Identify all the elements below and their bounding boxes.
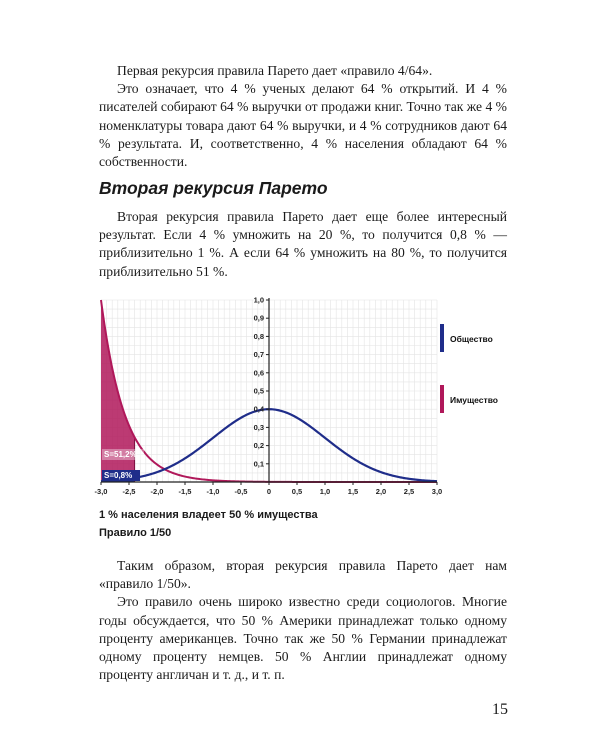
page-number: 15 xyxy=(492,701,508,718)
chart-caption-2: Правило 1/50 xyxy=(99,527,172,539)
x-tick-label: -1,5 xyxy=(178,487,192,496)
x-tick-label: 0,5 xyxy=(291,487,303,496)
x-tick-label: -1,0 xyxy=(206,487,220,496)
legend-label-property: Имущество xyxy=(450,395,498,405)
mid-text xyxy=(99,208,507,281)
top-text xyxy=(99,62,507,171)
x-tick-label: 0 xyxy=(266,487,272,496)
paragraph: Вторая рекурсия правила Парето дает еще более интересный результат. Если 4 % умножить на 20 %, то получится 0,8 % — приблизительно 1 %. А если 64 % умножить на 80 %, то получится приблизительно 51 %. xyxy=(99,209,507,279)
x-tick-label: 2,5 xyxy=(403,487,415,496)
y-tick-label: 0,3 xyxy=(253,422,264,432)
paragraph: Это правило очень широко известно среди социологов. Многие годы обсуждается, что 50 % Америки принадлежат только одному проценту американцев. Точно так же 50 % Германии принадлежат одному проценту немцев. 50 % Англии принадлежат одному проценту англичан и т. д., и т. п. xyxy=(99,594,507,683)
x-tick-label: -3,0 xyxy=(94,487,108,496)
legend-label-society: Общество xyxy=(450,334,493,344)
y-tick-label: 0,9 xyxy=(253,313,264,323)
pareto-chart xyxy=(88,292,518,504)
y-tick-label: 0,8 xyxy=(253,331,264,341)
property-region-label: S=51,2% xyxy=(104,450,137,459)
x-tick-label: -2,5 xyxy=(122,487,136,496)
y-tick-label: 0,6 xyxy=(253,368,264,378)
y-tick-label: 0,2 xyxy=(253,441,264,451)
legend-swatch-property xyxy=(440,385,444,413)
y-tick-label: 0,4 xyxy=(253,404,264,414)
section-heading: Вторая рекурсия Парето xyxy=(99,178,328,198)
x-tick-label: 3,0 xyxy=(431,487,443,496)
bottom-text xyxy=(99,557,507,684)
paragraph: Таким образом, вторая рекурсия правила Парето дает нам «правило 1/50». xyxy=(99,558,507,592)
y-tick-label: 0,1 xyxy=(253,459,264,469)
x-tick-label: 2,0 xyxy=(375,487,387,496)
y-tick-label: 1,0 xyxy=(253,295,264,305)
x-tick-label: -2,0 xyxy=(150,487,164,496)
x-tick-label: 1,0 xyxy=(319,487,331,496)
y-tick-label: 0,7 xyxy=(253,350,264,360)
legend-swatch-society xyxy=(440,324,444,352)
chart-caption-1: 1 % населения владеет 50 % имущества xyxy=(99,509,318,521)
paragraph: Это означает, что 4 % ученых делают 64 % открытий. И 4 % писателей собирают 64 % выручки от продажи книг. Точно так же 4 % номенклатуры товара дают 64 % выручки, и 4 % сотрудников дают 64 % результата. И, соответственно, 4 % населения обладают 64 % собственности. xyxy=(99,81,507,170)
x-tick-label: 1,5 xyxy=(347,487,359,496)
x-tick-label: -0,5 xyxy=(234,487,248,496)
y-tick-label: 0,5 xyxy=(253,386,264,396)
society-region-label: S=0,8% xyxy=(104,471,133,480)
paragraph: Первая рекурсия правила Парето дает «правило 4/64». xyxy=(117,63,433,78)
